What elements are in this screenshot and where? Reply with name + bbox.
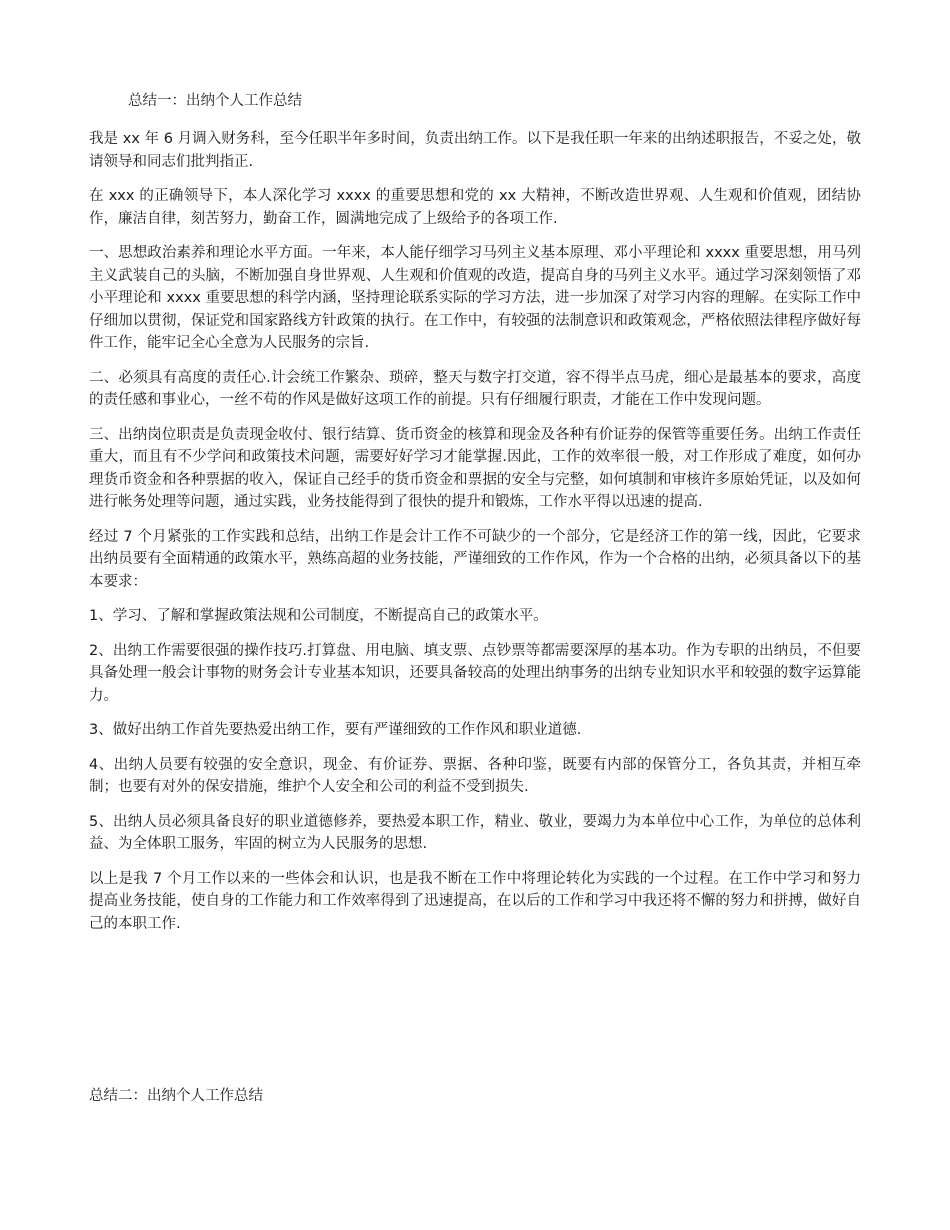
list-item-2: 2、出纳工作需要很强的操作技巧.打算盘、用电脑、填支票、点钞票等都需要深厚的基本功。作为专职的出纳员，不但要具备处理一般会计事物的财务会计专业基本知识，还要具备较高的处理出纳事务的出纳专业知识水平和较强的数字运算能力。 <box>89 642 861 704</box>
list-item-3: 3、做好出纳工作首先要热爱出纳工作，要有严谨细致的工作作风和职业道德. <box>89 722 582 738</box>
document-body <box>89 128 861 947</box>
paragraph-cashier-duties: 三、出纳岗位职责是负责现金收付、银行结算、货币资金的核算和现金及各种有价证券的保管等重要任务。出纳工作责任重大，而且有不少学问和政策技术问题，需要好好学习才能掌握.因此，工作的效率很一般，对工作形成了难度，如何办理货币资金和各种票据的收入，保证自己经手的货币资金和票据的安全与完整，如何填制和审核许多原始凭证，以及如何进行帐务处理等问题，通过实践，业务技能得到了很快的提升和锻炼，工作水平得以迅速的提高. <box>89 426 861 510</box>
paragraph-conclusion: 以上是我 7 个月工作以来的一些体会和认识，也是我不断在工作中将理论转化为实践的一个过程。在工作中学习和努力提高业务技能，使自身的工作能力和工作效率得到了迅速提高，在以后的工作和学习中我还将不懈的努力和拼搏，做好自己的本职工作. <box>89 870 861 932</box>
paragraph-summary-requirements: 经过 7 个月紧张的工作实践和总结，出纳工作是会计工作不可缺少的一个部分，它是经济工作的第一线，因此，它要求出纳员要有全面精通的政策水平，熟练高超的业务技能，严谨细致的工作作风，作为一个合格的出纳，必须具备以下的基本要求： <box>89 528 861 590</box>
list-item-4: 4、出纳人员要有较强的安全意识，现金、有价证券、票据、各种印鉴，既要有内部的保管分工，各负其责，并相互牵制；也要有对外的保安措施，维护个人安全和公司的利益不受到损失. <box>89 756 861 795</box>
paragraph-leadership: 在 xxx 的正确领导下，本人深化学习 xxxx 的重要思想和党的 xx 大精神，不断改造世界观、人生观和价值观，团结协作，廉洁自律，刻苦努力，勤奋工作，圆满地完成了上级给予的各项工作. <box>89 188 861 227</box>
list-item-1: 1、学习、了解和掌握政策法规和公司制度，不断提高自己的政策水平。 <box>89 608 548 624</box>
paragraph-political-theory: 一、思想政治素养和理论水平方面。一年来，本人能仔细学习马列主义基本原理、邓小平理论和 xxxx 重要思想，用马列主义武装自己的头脑，不断加强自身世界观、人生观和价值观的改造，提高自身的马列主义水平。通过学习深刻领悟了邓小平理论和 xxxx 重要思想的科学内涵，坚持理论联系实际的学习方法，进一步加深了对学习内容的理解。在实际工作中仔细加以贯彻，保证党和国家路线方针政策的执行。在工作中，有较强的法制意识和政策观念，严格依照法律程序做好每件工作，能牢记全心全意为人民服务的宗旨. <box>89 245 861 351</box>
section-heading-one: 总结一：出纳个人工作总结 <box>128 93 302 109</box>
paragraph-intro: 我是 xx 年 6 月调入财务科，至今任职半年多时间，负责出纳工作。以下是我任职一年来的出纳述职报告，不妥之处，敬请领导和同志们批判指正. <box>89 131 861 170</box>
section-heading-two: 总结二：出纳个人工作总结 <box>89 1088 263 1104</box>
paragraph-responsibility: 二、必须具有高度的责任心.计会统工作繁杂、琐碎，整天与数字打交道，容不得半点马虎，细心是最基本的要求，高度的责任感和事业心，一丝不苟的作风是做好这项工作的前提。只有仔细履行职责，才能在工作中发现问题。 <box>89 369 861 408</box>
list-item-5: 5、出纳人员必须具备良好的职业道德修养，要热爱本职工作，精业、敬业，要竭力为本单位中心工作，为单位的总体利益、为全体职工服务，牢固的树立为人民服务的思想. <box>89 813 861 852</box>
